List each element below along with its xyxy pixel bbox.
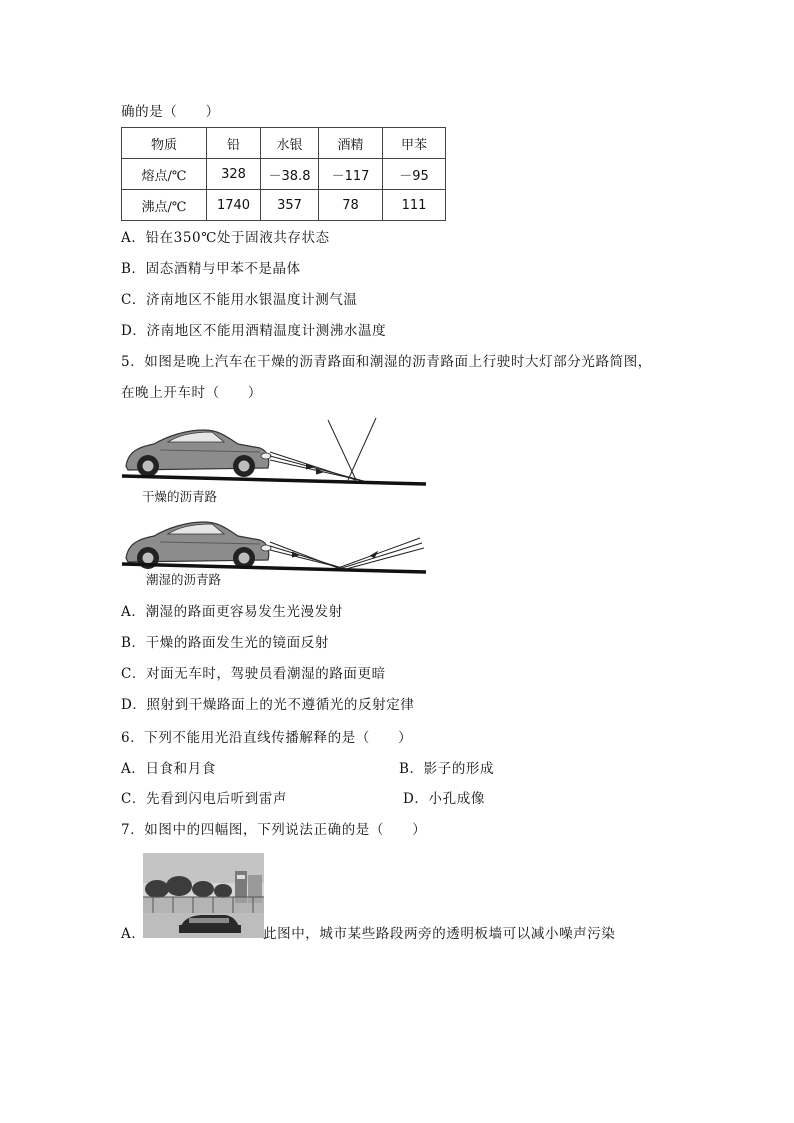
q5-option-b: B．干燥的路面发生光的镜面反射 [121, 635, 329, 651]
table-cell: 78 [319, 190, 383, 221]
q6-option-b: B．影子的形成 [399, 761, 495, 777]
light-rays [270, 418, 376, 481]
table-header-cell: 甲苯 [383, 128, 446, 159]
q5-stem-line2: 在晚上开车时（ ） [121, 385, 262, 401]
q4-option-c: C．济南地区不能用水银温度计测气温 [121, 292, 358, 308]
q6-stem: 6．下列不能用光沿直线传播解释的是（ ） [121, 730, 413, 746]
q5-option-a: A．潮湿的路面更容易发生光漫发射 [121, 604, 343, 620]
q6-option-a: A．日食和月食 [121, 761, 216, 777]
q7-option-a-text: 此图中，城市某些路段两旁的透明板墙可以减小噪声污染 [263, 926, 616, 942]
car-illustration [126, 522, 271, 569]
light-rays [270, 538, 424, 569]
q4-option-a: A．铅在350℃处于固液共存状态 [121, 230, 330, 246]
q7-stem: 7．如图中的四幅图，下列说法正确的是（ ） [121, 822, 427, 838]
table-row [122, 159, 446, 190]
row-label: 熔点/℃ [122, 159, 207, 190]
q6-option-c: C．先看到闪电后听到雷声 [121, 791, 288, 807]
table-header-cell: 物质 [122, 128, 207, 159]
q7-option-a-label: A． [121, 926, 146, 942]
table-cell: 328 [207, 159, 261, 190]
q5-stem-line1: 5．如图是晚上汽车在干燥的沥青路面和潮湿的沥青路面上行驶时大灯部分光路简图， [121, 354, 652, 370]
table-cell: 111 [383, 190, 446, 221]
table-header-cell: 酒精 [319, 128, 383, 159]
table-cell: －38.8 [261, 159, 319, 190]
wet-road-caption: 潮湿的沥青路 [146, 572, 222, 587]
table-cell: 357 [261, 190, 319, 221]
table-header-row [122, 128, 446, 159]
q5-option-d: D．照射到干燥路面上的光不遵循光的反射定律 [121, 697, 415, 713]
table-cell: －95 [383, 159, 446, 190]
table-row [122, 190, 446, 221]
sound-barrier-photo [143, 853, 264, 938]
dry-road-caption: 干燥的沥青路 [142, 489, 218, 504]
table-header-cell: 铅 [207, 128, 261, 159]
q4-option-d: D．济南地区不能用酒精温度计测沸水温度 [121, 323, 387, 339]
q6-option-d: D．小孔成像 [403, 791, 485, 807]
question-4-stem-tail: 确的是（ ） [121, 104, 220, 120]
q4-option-b: B．固态酒精与甲苯不是晶体 [121, 261, 301, 277]
table-cell: 1740 [207, 190, 261, 221]
table-header-cell: 水银 [261, 128, 319, 159]
table-cell: －117 [319, 159, 383, 190]
car-illustration [126, 430, 271, 477]
q5-option-c: C．对面无车时，驾驶员看潮湿的路面更暗 [121, 666, 386, 682]
melting-boiling-point-table [121, 127, 446, 221]
road-surface [122, 476, 426, 484]
row-label: 沸点/℃ [122, 190, 207, 221]
